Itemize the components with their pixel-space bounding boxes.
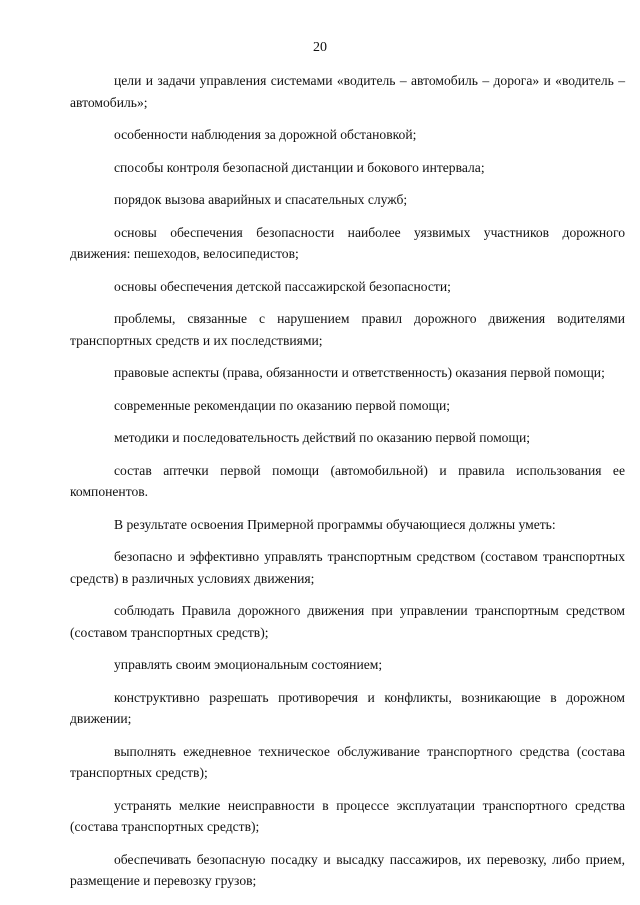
paragraph: проблемы, связанные с нарушением правил дорожного движения водителями транспортных средств и их последствиями; — [70, 311, 625, 348]
paragraph: основы обеспечения безопасности наиболее уязвимых участников дорожного движения: пешеходов, велосипедистов; — [70, 224, 625, 261]
paragraph: состав аптечки первой помощи (автомобильной) и правила использования ее компонентов. — [70, 462, 625, 499]
paragraph: обеспечивать безопасную посадку и высадку пассажиров, их перевозку, либо прием, размещение и перевозку грузов; — [70, 851, 625, 888]
paragraph: современные рекомендации по оказанию первой помощи; — [114, 397, 451, 413]
paragraph: конструктивно разрешать противоречия и конфликты, возникающие в дорожном движении; — [70, 689, 625, 726]
paragraph: особенности наблюдения за дорожной обстановкой; — [114, 127, 417, 142]
page-number: 20 — [313, 40, 327, 55]
paragraph: способы контроля безопасной дистанции и бокового интервала; — [114, 159, 485, 175]
paragraph: методики и последовательность действий по оказанию первой помощи; — [114, 430, 531, 445]
paragraph: безопасно и эффективно управлять транспортным средством (составом транспортных средств) в различных условиях движения; — [70, 549, 625, 586]
paragraph: устранять мелкие неисправности в процессе эксплуатации транспортного средства (состава транспортных средств); — [70, 797, 625, 834]
paragraph: управлять своим эмоциональным состоянием; — [114, 657, 383, 672]
paragraph: соблюдать Правила дорожного движения при управлении транспортным средством (составом транспортных средств); — [70, 603, 625, 640]
paragraph: выполнять ежедневное техническое обслуживание транспортного средства (состава транспортных средств); — [70, 743, 625, 780]
paragraph: порядок вызова аварийных и спасательных служб; — [114, 192, 408, 207]
section-intro: В результате освоения Примерной программы обучающиеся должны уметь: — [114, 516, 556, 532]
paragraph: основы обеспечения детской пассажирской безопасности; — [114, 278, 451, 294]
document-body — [70, 70, 625, 892]
paragraph: правовые аспекты (права, обязанности и ответственность) оказания первой помощи; — [114, 365, 605, 380]
paragraph: цели и задачи управления системами «водитель – автомобиль – дорога» и «водитель – автомобиль»; — [70, 73, 625, 110]
